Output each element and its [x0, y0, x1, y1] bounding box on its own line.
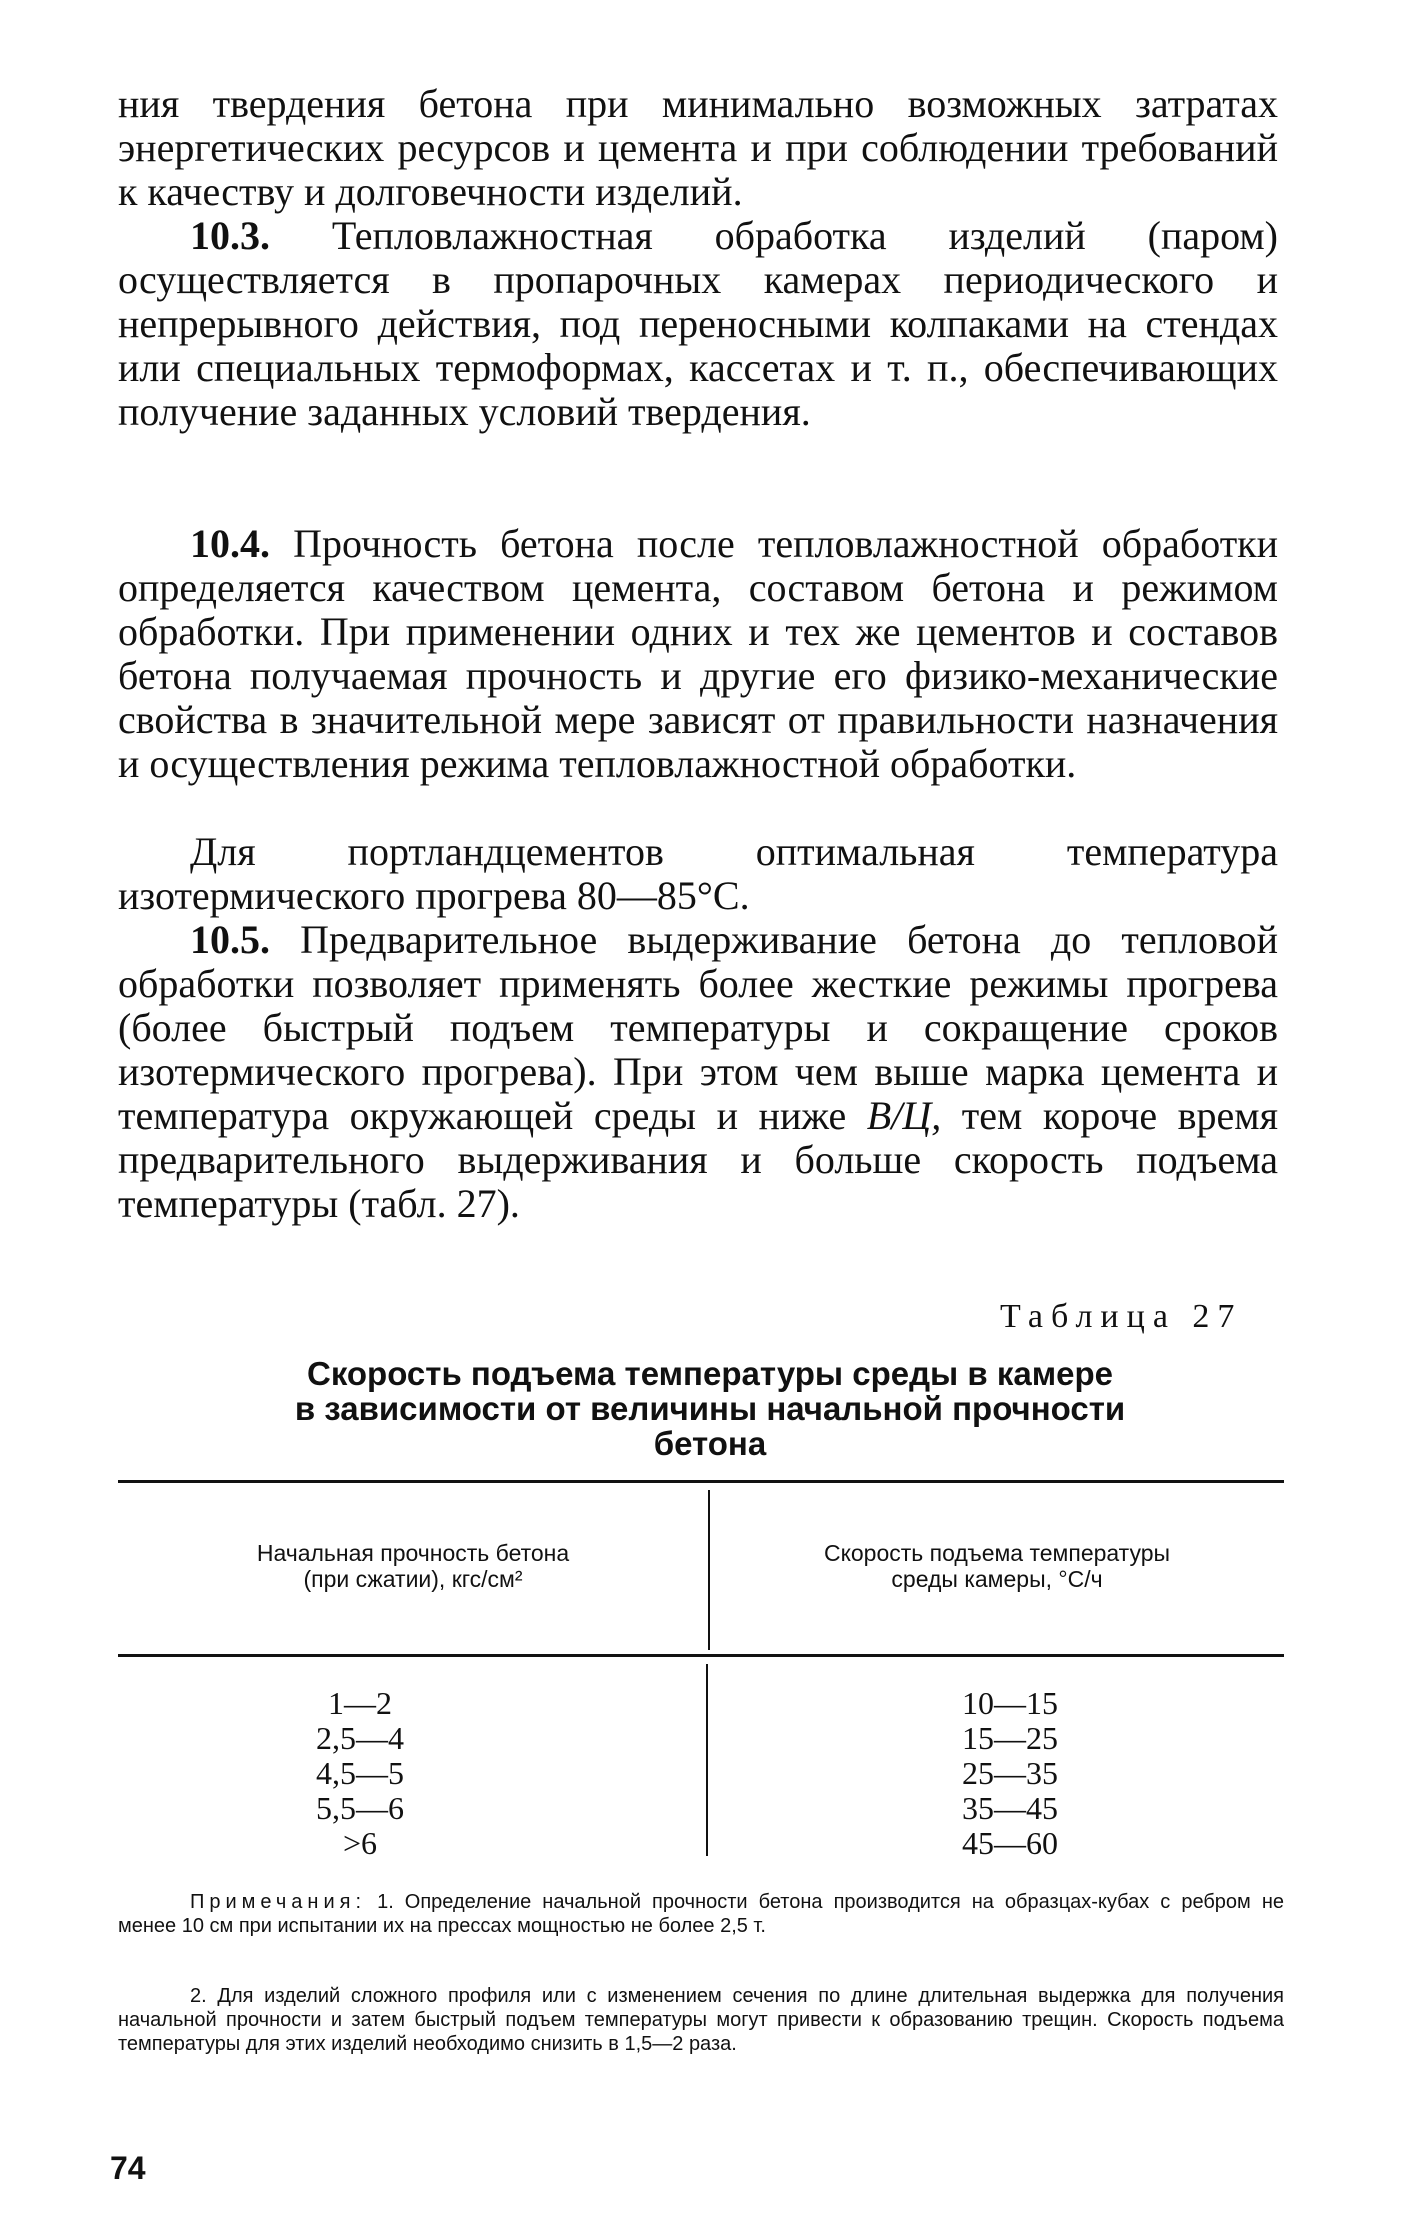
paragraph-text: тем короче время предварительного выдерживания и больше скорость подъема температуры (табл. 27). [118, 1093, 1278, 1226]
table-note-2: 2. Для изделий сложного профиля или с изменением сечения по длине длительная выдержка для получения начальной прочности и затем быстрый подъем температуры могут привести к образованию трещин. Скорость подъема температуры для этих изделий необходимо снизить в 1,5—2 раза. [118, 1985, 1284, 2055]
column-header-heating-rate [710, 1540, 1284, 1592]
paragraph-continuation: ния твердения бетона при минимально возможных затратах энергетических ресурсов и цемента и при соблюдении требований к качеству и долговечности изделий. [118, 81, 1278, 214]
table-cell: >6 [342, 1825, 378, 1861]
notes-heading: Примечания: [190, 1891, 367, 1913]
header-line: (при сжатии), кгс/см² [303, 1566, 523, 1592]
table-cell: 15—25 [962, 1720, 1058, 1756]
table-cell: 4,5—5 [316, 1755, 404, 1791]
paragraph-10-3 [118, 214, 1278, 434]
paragraph-10-4 [118, 522, 1278, 786]
section-number: 10.4. [190, 521, 270, 566]
header-line: Скорость подъема температуры [823, 1540, 1171, 1566]
table-label: Таблица 27 [1000, 1298, 1243, 1335]
table-title-line: в зависимости от величины начальной прочности [294, 1390, 1126, 1427]
table-header-rule [118, 1654, 1284, 1657]
section-number: 10.5. [190, 917, 270, 962]
column-heating-rate [880, 1686, 1140, 1861]
table-cell: 1—2 [328, 1685, 392, 1721]
paragraph-text: Тепловлажностная обработка изделий (паром) осуществляется в пропарочных камерах периодического и непрерывного действия, под переносными колпаками на стендах или специальных термоформах, кассетах и т. п., обеспечивающих получение заданных условий твердения. [118, 213, 1278, 434]
paragraph-portland-cement: Для портландцементов оптимальная температура изотермического прогрева 80—85°С. [118, 829, 1278, 918]
section-number: 10.3. [190, 213, 270, 258]
paragraph-text: Предварительное выдерживание бетона до тепловой обработки позволяет применять более жесткие режимы прогрева (более быстрый подъем температуры и сокращение сроков изотермического прогрева). При этом чем выше марка цемента и температура окружающей среды и ниже [118, 917, 1279, 1138]
table-title-line: бетона [653, 1425, 767, 1462]
paragraph-text: Прочность бетона после тепловлажностной обработки определяется качеством цемента, составом бетона и режимом обработки. При применении одних и тех же цементов и составов бетона получаемая прочность и другие его физико-механические свойства в значительной мере зависят от правильности назначения и осуществления режима тепловлажностной обработки. [118, 521, 1279, 786]
water-cement-ratio: В/Ц, [866, 1093, 942, 1138]
table-cell: 5,5—6 [316, 1790, 404, 1826]
header-line: Начальная прочность бетона [256, 1540, 570, 1566]
column-initial-strength [230, 1686, 490, 1861]
page-number: 74 [110, 2150, 146, 2186]
note-text: 1. Определение начальной прочности бетона производится на образцах-кубах с ребром не менее 10 см при испытании их на прессах мощностью не более 2,5 т. [118, 1891, 1284, 1937]
table-top-rule [118, 1480, 1284, 1483]
table-body-divider [706, 1664, 708, 1856]
table-cell: 35—45 [962, 1790, 1058, 1826]
table-note-1 [118, 1890, 1284, 1938]
column-header-initial-strength [118, 1540, 708, 1592]
table-title [180, 1356, 1240, 1461]
table-title-line: Скорость подъема температуры среды в камере [306, 1355, 1114, 1392]
paragraph-10-5 [118, 918, 1278, 1226]
table-cell: 10—15 [962, 1685, 1058, 1721]
header-line: среды камеры, °С/ч [891, 1566, 1103, 1592]
table-cell: 2,5—4 [316, 1720, 404, 1756]
table-cell: 25—35 [962, 1755, 1058, 1791]
table-cell: 45—60 [962, 1825, 1058, 1861]
